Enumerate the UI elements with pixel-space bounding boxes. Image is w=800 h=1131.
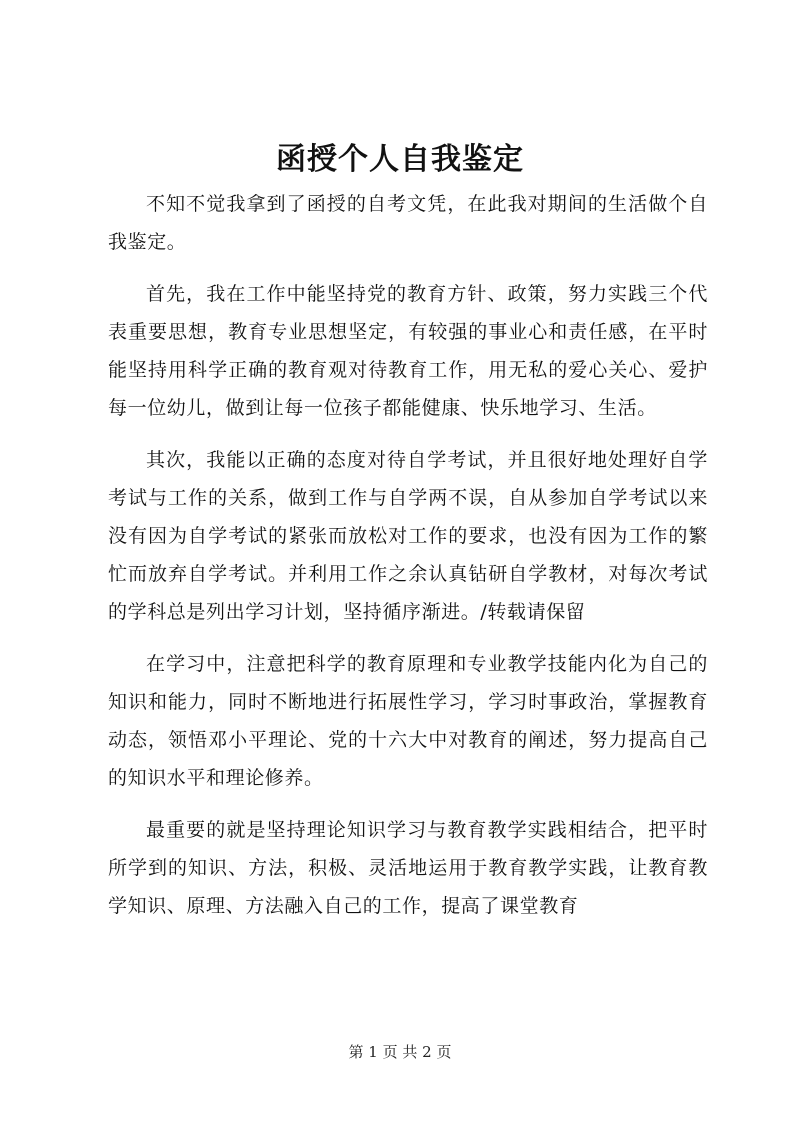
paragraph-4: 在学习中，注意把科学的教育原理和专业教学技能内化为自己的知识和能力，同时不断地进行拓展性学习，学习时事政治，掌握教育动态，领悟邓小平理论、党的十六大中对教育的阐述，努力提高自己的知识水平和理论修养。 <box>108 653 708 789</box>
paragraph-2: 首先，我在工作中能坚持党的教育方针、政策，努力实践三个代表重要思想，教育专业思想坚定，有较强的事业心和责任感，在平时能坚持用科学正确的教育观对待教育工作，用无私的爱心关心、爱护每一位幼儿，做到让每一位孩子都能健康、快乐地学习、生活。 <box>108 283 708 419</box>
paragraph-5: 最重要的就是坚持理论知识学习与教育教学实践相结合，把平时所学到的知识、方法，积极、灵活地运用于教育教学实践，让教育教学知识、原理、方法融入自己的工作，提高了课堂教育 <box>108 819 708 917</box>
document-title: 函授个人自我鉴定 <box>276 142 524 177</box>
paragraph-3: 其次，我能以正确的态度对待自学考试，并且很好地处理好自学考试与工作的关系，做到工作与自学两不误，自从参加自学考试以来没有因为自学考试的紧张而放松对工作的要求，也没有因为工作的繁忙而放弃自学考试。并利用工作之余认真钻研自学教材，对每次考试的学科总是列出学习计划，坚持循序渐进。/转载请保留 <box>108 449 708 623</box>
paragraph-1: 不知不觉我拿到了函授的自考文凭，在此我对期间的生活做个自我鉴定。 <box>108 193 708 253</box>
document-body <box>108 185 708 939</box>
page-number-footer: 第 1 页 共 2 页 <box>348 1043 452 1061</box>
